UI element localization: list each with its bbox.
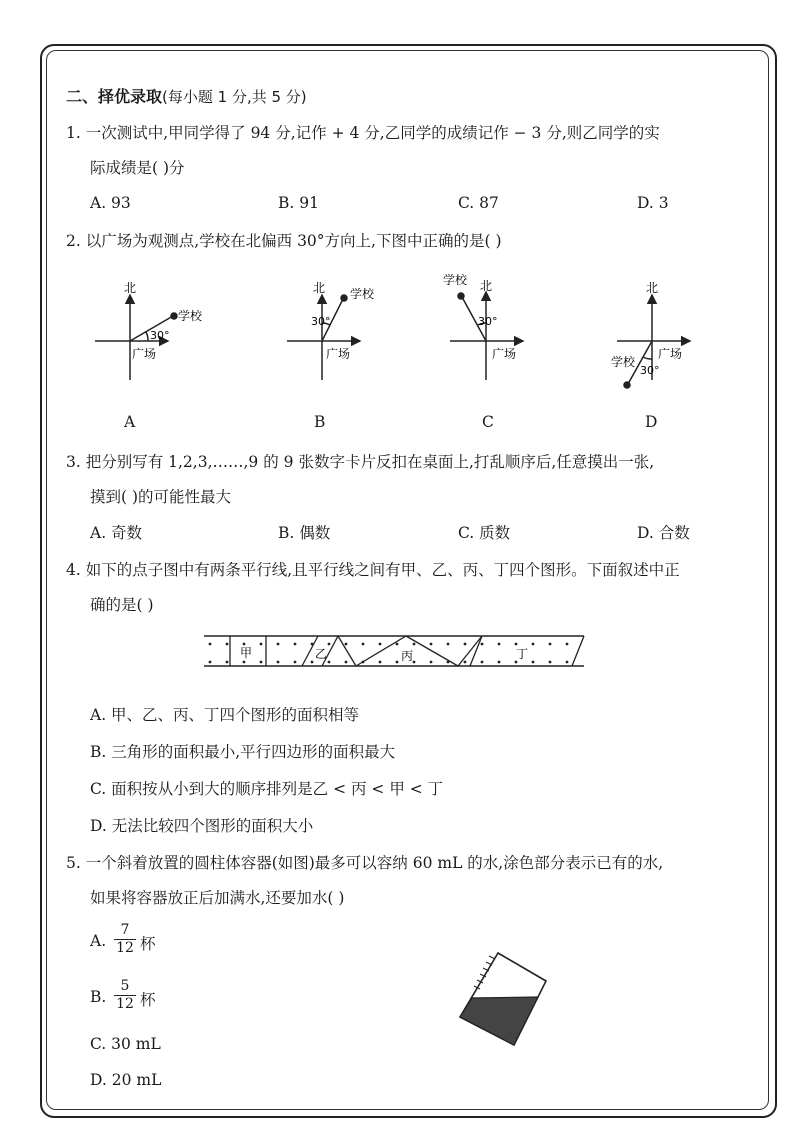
grid-dot [549, 661, 552, 664]
grid-dot [481, 661, 484, 664]
grid-dot [379, 643, 382, 646]
q1-line2: 际成绩是( )分 [90, 159, 185, 177]
q5-option-a-numerator: 7 [114, 922, 136, 940]
q4-option-d: D. 无法比较四个图形的面积大小 [90, 817, 314, 835]
q5-option-b-numerator: 5 [114, 978, 136, 996]
q5-line1: 5. 一个斜着放置的圆柱体容器(如图)最多可以容纳 60 mL 的水,涂色部分表示已有的水, [66, 854, 664, 872]
grid-dot [481, 643, 484, 646]
q2-figure-b [287, 295, 360, 380]
q5-option-d: D. 20 mL [90, 1071, 162, 1089]
grid-dot [243, 643, 246, 646]
q5-option-b-fraction [114, 978, 136, 1013]
grid-dot [498, 643, 501, 646]
grid-dot [260, 661, 263, 664]
q4-label-bing: 丙 [401, 649, 414, 663]
q2-b-north: 北 [313, 281, 326, 295]
q3-option-a: A. 奇数 [90, 524, 143, 542]
grid-dot [226, 661, 229, 664]
q2-a-north: 北 [124, 281, 137, 295]
q2-a-school: 学校 [178, 309, 203, 323]
q3-option-c: C. 质数 [458, 524, 511, 542]
grid-dot [226, 643, 229, 646]
q2-b-angle: 30° [311, 315, 331, 328]
grid-dot [294, 661, 297, 664]
grid-dot [260, 643, 263, 646]
q4-line1: 4. 如下的点子图中有两条平行线,且平行线之间有甲、乙、丙、丁四个图形。下面叙述中正 [66, 561, 680, 579]
q3-option-d: D. 合数 [637, 524, 690, 542]
grid-dot [277, 661, 280, 664]
section-note: (每小题 1 分,共 5 分) [162, 88, 307, 106]
q2-b-school: 学校 [350, 287, 375, 301]
q4-label-jia: 甲 [240, 646, 253, 660]
q2-direction-figures [0, 270, 794, 395]
q5-option-a-fraction [114, 922, 136, 957]
q5-option-b-label: B. [90, 988, 107, 1006]
q4-label-ding: 丁 [516, 647, 529, 661]
grid-dot [243, 661, 246, 664]
grid-dot [362, 643, 365, 646]
q2-b-square: 广场 [326, 347, 351, 361]
q2-c-angle: 30° [478, 315, 498, 328]
q3-option-b: B. 偶数 [278, 524, 331, 542]
grid-dot [566, 643, 569, 646]
grid-dot [209, 643, 212, 646]
q2-d-angle: 30° [640, 364, 660, 377]
grid-dot [345, 661, 348, 664]
q2-label-a: A [124, 413, 136, 431]
grid-dot [566, 661, 569, 664]
q5-option-a-unit: 杯 [140, 935, 156, 953]
q5-option-b-denominator: 12 [116, 996, 134, 1012]
grid-dot [498, 661, 501, 664]
grid-dot [413, 661, 416, 664]
q5-option-a-denominator: 12 [116, 940, 134, 956]
q5-line2: 如果将容器放正后加满水,还要加水( ) [90, 889, 345, 907]
q1-line1: 1. 一次测试中,甲同学得了 94 分,记作 + 4 分,乙同学的成绩记作 − 3 分,则乙同学的实 [66, 124, 660, 142]
grid-dot [464, 661, 467, 664]
grid-dot [515, 643, 518, 646]
grid-dot [430, 661, 433, 664]
q2-label-d: D [645, 413, 658, 431]
q5-option-c: C. 30 mL [90, 1035, 161, 1053]
q4-grid-dots [209, 643, 569, 664]
q2-d-school: 学校 [611, 355, 636, 369]
q4-option-a: A. 甲、乙、丙、丁四个图形的面积相等 [90, 706, 360, 724]
q2-line1: 2. 以广场为观测点,学校在北偏西 30°方向上,下图中正确的是( ) [66, 232, 502, 250]
q5-option-b-unit: 杯 [140, 991, 156, 1009]
q1-option-a: A. 93 [90, 194, 131, 212]
q4-option-c: C. 面积按从小到大的顺序排列是乙 < 丙 < 甲 < 丁 [90, 780, 444, 798]
q5-tilted-cylinder-figure [450, 945, 560, 1050]
q5-water-shaded [460, 997, 538, 1045]
grid-dot [311, 661, 314, 664]
q2-a-angle: 30° [150, 329, 170, 342]
grid-dot [447, 643, 450, 646]
q2-c-square: 广场 [492, 347, 517, 361]
grid-dot [209, 661, 212, 664]
q2-d-north: 北 [646, 281, 659, 295]
q2-d-square: 广场 [658, 347, 683, 361]
grid-dot [430, 643, 433, 646]
grid-dot [277, 643, 280, 646]
q2-c-school: 学校 [443, 273, 468, 287]
q4-option-b: B. 三角形的面积最小,平行四边形的面积最大 [90, 743, 396, 761]
grid-dot [328, 643, 331, 646]
q1-option-b: B. 91 [278, 194, 319, 212]
q3-line2: 摸到( )的可能性最大 [90, 488, 232, 506]
grid-dot [396, 661, 399, 664]
section-title-text: 二、择优录取 [66, 87, 163, 106]
q1-option-d: D. 3 [637, 194, 669, 212]
q2-label-c: C [482, 413, 494, 431]
grid-dot [328, 661, 331, 664]
grid-dot [396, 643, 399, 646]
q4-label-yi: 乙 [315, 647, 328, 661]
q2-c-north: 北 [480, 279, 493, 293]
q2-figure-c [450, 292, 523, 380]
q3-line1: 3. 把分别写有 1,2,3,……,9 的 9 张数字卡片反扣在桌面上,打乱顺序后,任意摸出一张, [66, 453, 655, 471]
q1-option-c: C. 87 [458, 194, 499, 212]
grid-dot [515, 661, 518, 664]
grid-dot [413, 643, 416, 646]
grid-dot [532, 661, 535, 664]
grid-dot [549, 643, 552, 646]
q4-line2: 确的是( ) [90, 596, 154, 614]
grid-dot [379, 661, 382, 664]
grid-dot [532, 643, 535, 646]
grid-dot [294, 643, 297, 646]
grid-dot [464, 643, 467, 646]
q2-label-b: B [314, 413, 326, 431]
section-title [66, 84, 307, 107]
grid-dot [345, 643, 348, 646]
q5-option-a-label: A. [90, 932, 107, 950]
q2-a-square: 广场 [132, 347, 157, 361]
q4-dot-grid-figure [200, 630, 590, 672]
q5-scale-marks [474, 956, 495, 989]
